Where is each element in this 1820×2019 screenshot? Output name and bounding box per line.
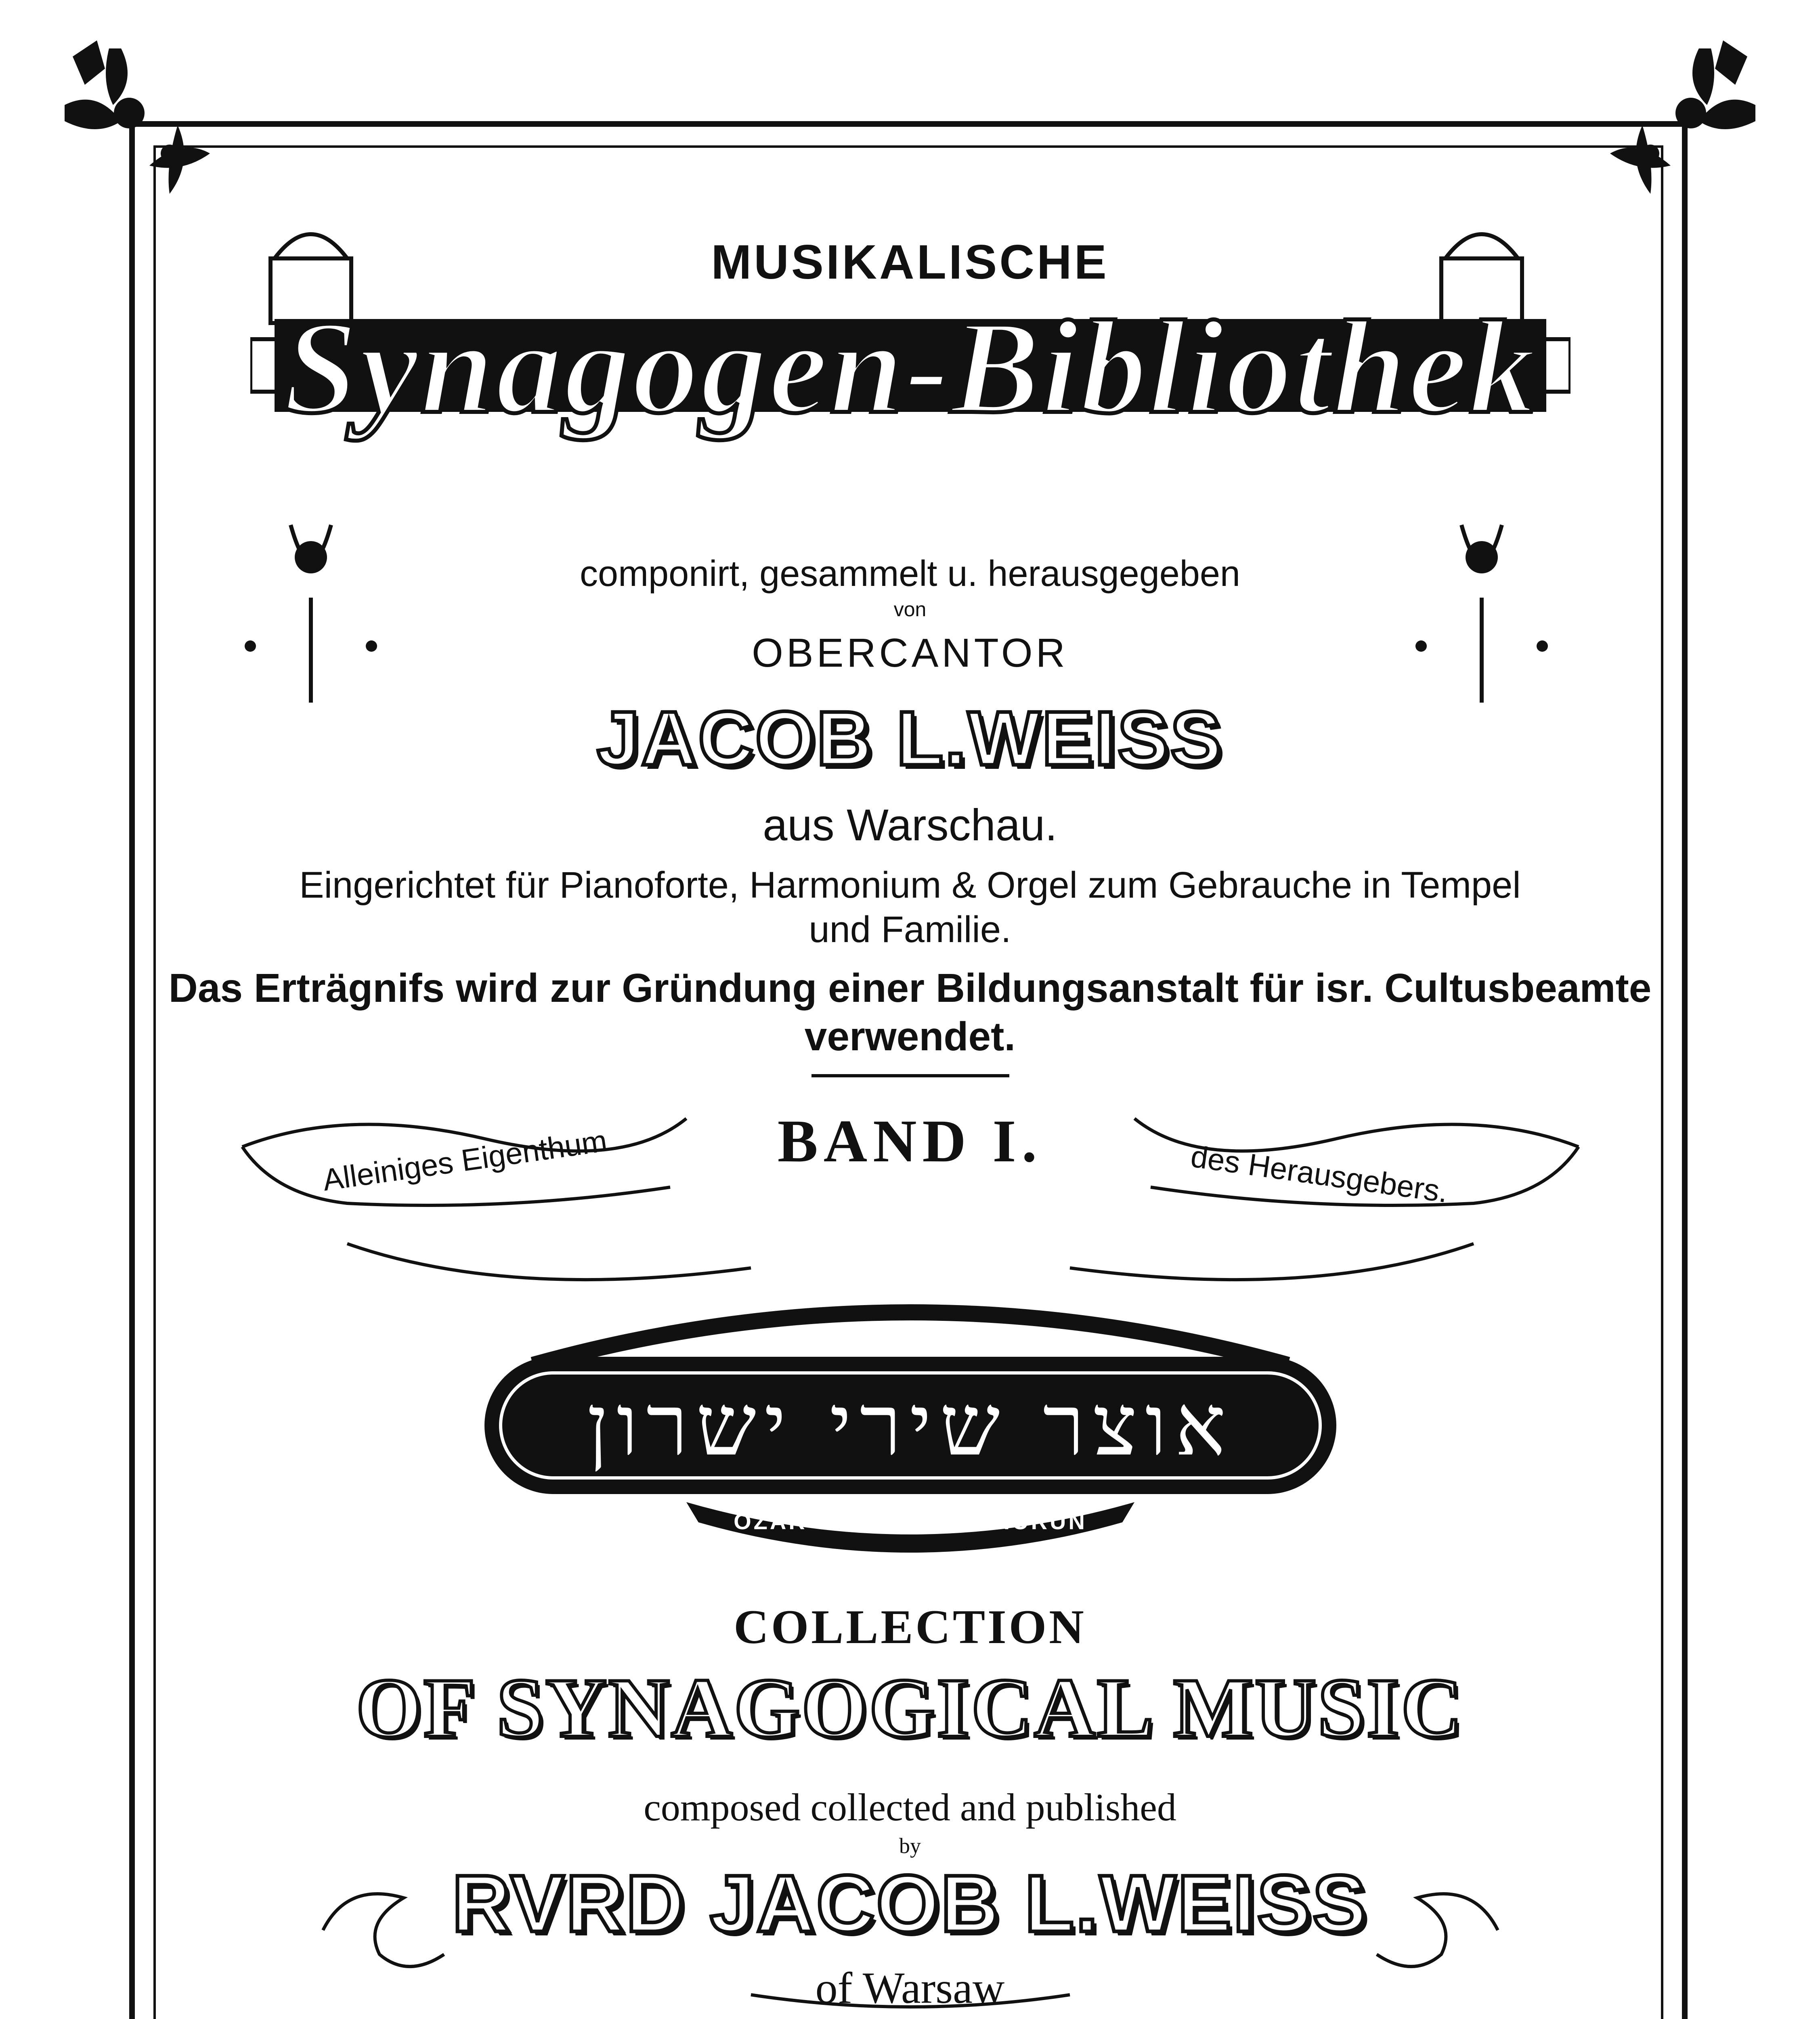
english-author: RVRD JACOB L.WEISS bbox=[452, 1859, 1368, 1949]
pre-title: MUSIKALISCHE bbox=[711, 235, 1109, 289]
corner-ornament-top-left bbox=[48, 32, 218, 202]
by-label: by bbox=[899, 1834, 921, 1858]
german-arranged-line2: und Familie. bbox=[809, 909, 1011, 950]
hebrew-transliteration: OZAR SCHIRE JESCHURUN bbox=[734, 1509, 1087, 1534]
english-title: OF SYNAGOGICAL MUSIC bbox=[356, 1661, 1464, 1755]
subtitle: componirt, gesammelt u. herausgegeben bbox=[580, 554, 1240, 594]
hebrew-title: אוצר שירי ישרון bbox=[587, 1376, 1234, 1475]
property-left: Alleiniges Eigenthum bbox=[321, 1123, 609, 1198]
property-right: des Herausgebers. bbox=[1189, 1139, 1450, 1209]
composed-line: composed collected and published bbox=[644, 1786, 1176, 1829]
main-title-banner bbox=[250, 283, 1570, 452]
author-name: JACOB L.WEISS bbox=[597, 696, 1223, 781]
hebrew-title-plate bbox=[460, 1284, 1361, 1567]
divider-rule bbox=[811, 1074, 1009, 1077]
german-proceeds-line2: verwendet. bbox=[804, 1014, 1016, 1059]
main-title: Synagogen-Bibliothek bbox=[283, 294, 1537, 441]
band-label: BAND I. bbox=[777, 1108, 1043, 1175]
corner-ornament-top-right bbox=[1602, 32, 1772, 202]
collection-label: COLLECTION bbox=[734, 1600, 1086, 1654]
author-origin: aus Warschau. bbox=[763, 800, 1057, 850]
german-arranged-line1: Eingerichtet für Pianoforte, Harmonium & Orgel zum Gebrauche in Tempel bbox=[299, 865, 1521, 906]
german-proceeds-line1: Das Erträgnifs wird zur Gründung einer Bildungsanstalt für isr. Cultusbeamte bbox=[168, 965, 1652, 1011]
english-origin: of Warsaw bbox=[815, 1963, 1005, 2013]
von-label: von bbox=[893, 598, 927, 621]
role-label: OBERCANTOR bbox=[752, 630, 1068, 676]
